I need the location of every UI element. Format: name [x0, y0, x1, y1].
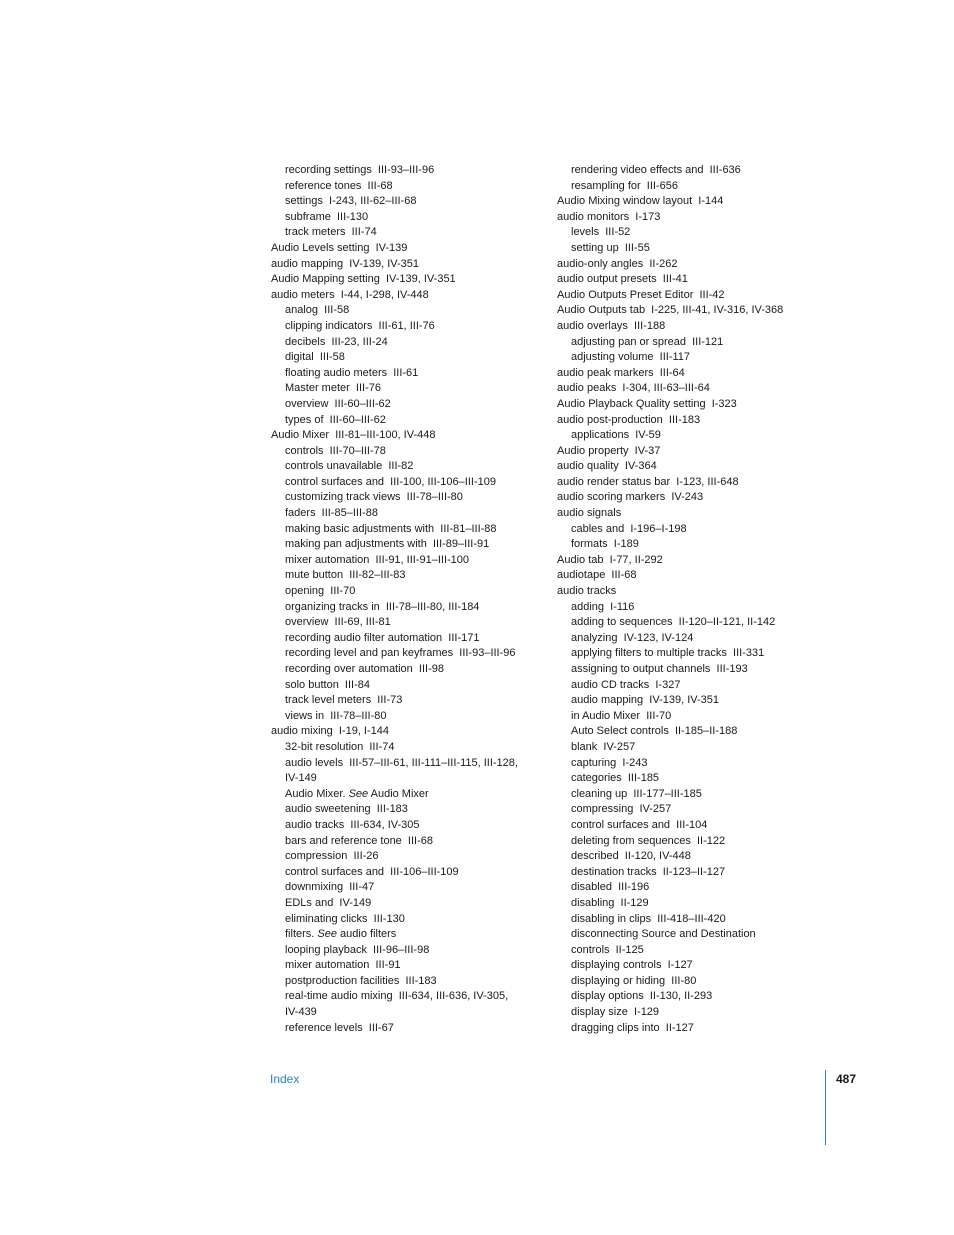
index-subentry: adding I-116 — [571, 600, 635, 613]
index-subentry: bars and reference tone III-68 — [285, 834, 433, 847]
index-subentry: compressing IV-257 — [571, 803, 672, 816]
index-subentry: levels III-52 — [571, 226, 631, 239]
index-entry: audio render status bar I-123, III-648 — [557, 475, 739, 488]
index-subentry: blank IV-257 — [571, 740, 636, 753]
index-subentry: settings I-243, III-62–III-68 — [285, 195, 417, 208]
index-subentry: analog III-58 — [285, 304, 350, 317]
index-subentry: recording audio filter automation III-171 — [285, 631, 480, 644]
index-subentry: recording level and pan keyframes III-93–III-96 — [285, 647, 516, 660]
index-entry: audio peak markers III-64 — [557, 366, 685, 379]
index-subentry: reference tones III-68 — [285, 179, 393, 192]
index-subentry: controls III-70–III-78 — [285, 444, 386, 457]
index-subentry: Master meter III-76 — [285, 382, 381, 395]
index-subentry: 32-bit resolution III-74 — [285, 740, 395, 753]
index-subentry: audio levels III-57–III-61, III-111–III-115, III-128, — [285, 756, 518, 769]
index-subentry: making basic adjustments with III-81–III-88 — [285, 522, 497, 535]
index-subentry: assigning to output channels III-193 — [571, 663, 748, 675]
index-entry: audio tracks — [557, 585, 617, 598]
index-subentry: disconnecting Source and Destination — [571, 928, 756, 941]
index-subentry: recording settings III-93–III-96 — [285, 164, 435, 176]
index-subentry: real-time audio mixing III-634, III-636, IV-305, — [285, 990, 509, 1003]
index-subentry: rendering video effects and III-636 — [571, 164, 741, 176]
index-subentry: views in III-78–III-80 — [285, 709, 387, 722]
index-subentry: setting up III-55 — [571, 241, 650, 254]
index-subentry: adjusting pan or spread III-121 — [571, 335, 724, 348]
index-subentry: organizing tracks in III-78–III-80, III-184 — [285, 600, 480, 613]
index-subentry: described II-120, IV-448 — [571, 850, 691, 863]
index-entry: audio signals — [557, 507, 622, 520]
index-entry: audio-only angles II-262 — [557, 257, 678, 270]
index-subentry: audio CD tracks I-327 — [571, 678, 681, 691]
index-entry: audio quality IV-364 — [557, 460, 657, 473]
index-entry: Audio Outputs tab I-225, III-41, IV-316, IV-368 — [557, 304, 784, 317]
index-subentry: dragging clips into II-127 — [571, 1021, 694, 1034]
index-subentry: solo button III-84 — [285, 678, 370, 691]
index-entry: Audio property IV-37 — [557, 444, 661, 457]
index-entry: Audio Mapping setting IV-139, IV-351 — [271, 273, 456, 286]
index-entry: Audio Playback Quality setting I-323 — [557, 397, 737, 410]
index-subentry: applying filters to multiple tracks III-331 — [571, 647, 765, 660]
index-subentry: deleting from sequences II-122 — [571, 834, 726, 847]
index-subentry: applications IV-59 — [571, 429, 661, 442]
index-subentry: subframe III-130 — [285, 210, 369, 223]
index-subentry: filters. See audio filters — [285, 928, 397, 941]
index-subentry: mixer automation III-91 — [285, 959, 401, 972]
index-subentry: eliminating clicks III-130 — [285, 912, 405, 925]
index-subentry: recording over automation III-98 — [285, 663, 444, 675]
index-subentry: making pan adjustments with III-89–III-91 — [285, 538, 490, 551]
index-subentry: display size I-129 — [571, 1006, 660, 1019]
index-subentry: displaying controls I-127 — [571, 959, 693, 972]
index-subentry: disabling in clips III-418–III-420 — [571, 912, 726, 925]
index-entry: audio output presets III-41 — [557, 273, 688, 286]
index-subentry: types of III-60–III-62 — [285, 413, 386, 426]
index-subentry: overview III-60–III-62 — [285, 397, 391, 410]
index-subentry: compression III-26 — [285, 850, 379, 863]
index-subentry: Audio Mixer. See Audio Mixer — [285, 787, 429, 800]
index-subentry: in Audio Mixer III-70 — [571, 709, 672, 722]
index-subentry: audio tracks III-634, IV-305 — [285, 818, 420, 831]
index-entry: audio scoring markers IV-243 — [557, 491, 704, 504]
index-subentry: adjusting volume III-117 — [571, 351, 691, 364]
index-subentry: control surfaces and III-106–III-109 — [285, 865, 459, 878]
index-entry: audio mixing I-19, I-144 — [271, 725, 390, 738]
index-entry: Audio tab I-77, II-292 — [557, 553, 663, 566]
index-right-column — [557, 163, 847, 1036]
index-entry: audio mapping IV-139, IV-351 — [271, 257, 419, 270]
index-subentry: adding to sequences II-120–II-121, II-142 — [571, 616, 776, 629]
index-subentry: capturing I-243 — [571, 756, 648, 769]
index-subentry: disabled III-196 — [571, 881, 650, 894]
index-entry: Audio Outputs Preset Editor III-42 — [557, 288, 725, 301]
index-entry: audio overlays III-188 — [557, 319, 666, 332]
index-subentry: IV-149 — [285, 772, 317, 785]
index-subentry: cables and I-196–I-198 — [571, 522, 687, 535]
index-entry: audiotape III-68 — [557, 569, 637, 582]
index-entry: Audio Mixer III-81–III-100, IV-448 — [271, 429, 436, 442]
index-subentry: track level meters III-73 — [285, 694, 403, 707]
index-left-column — [271, 163, 541, 1036]
index-subentry: mixer automation III-91, III-91–III-100 — [285, 553, 470, 566]
index-subentry: opening III-70 — [285, 585, 356, 598]
index-subentry: categories III-185 — [571, 772, 660, 785]
footer-divider — [825, 1070, 826, 1145]
index-subentry: track meters III-74 — [285, 226, 377, 239]
index-subentry: IV-439 — [285, 1006, 317, 1019]
index-subentry: Auto Select controls II-185–II-188 — [571, 725, 738, 738]
section-label: Index — [270, 1072, 300, 1086]
index-entry: audio post-production III-183 — [557, 413, 701, 426]
index-subentry: reference levels III-67 — [285, 1021, 394, 1034]
index-subentry: mute button III-82–III-83 — [285, 569, 406, 582]
page-number: 487 — [835, 1072, 856, 1086]
index-subentry: customizing track views III-78–III-80 — [285, 491, 463, 504]
index-subentry: formats I-189 — [571, 538, 639, 551]
index-subentry: control surfaces and III-100, III-106–III-109 — [285, 475, 496, 488]
index-entry: Audio Levels setting IV-139 — [271, 241, 408, 254]
index-subentry: faders III-85–III-88 — [285, 507, 378, 520]
index-subentry: controls unavailable III-82 — [285, 460, 414, 473]
index-subentry: displaying or hiding III-80 — [571, 974, 697, 987]
index-subentry: controls II-125 — [571, 943, 644, 956]
index-subentry: audio mapping IV-139, IV-351 — [571, 694, 719, 707]
index-entry: audio monitors I-173 — [557, 210, 661, 223]
index-subentry: audio sweetening III-183 — [285, 803, 408, 816]
index-subentry: cleaning up III-177–III-185 — [571, 787, 702, 800]
index-subentry: downmixing III-47 — [285, 881, 375, 894]
index-subentry: overview III-69, III-81 — [285, 616, 391, 629]
index-subentry: display options II-130, II-293 — [571, 990, 713, 1003]
index-subentry: EDLs and IV-149 — [285, 896, 372, 909]
index-subentry: floating audio meters III-61 — [285, 366, 419, 379]
index-subentry: clipping indicators III-61, III-76 — [285, 319, 435, 332]
index-subentry: destination tracks II-123–II-127 — [571, 865, 726, 878]
index-subentry: analyzing IV-123, IV-124 — [571, 631, 694, 644]
index-subentry: postproduction facilities III-183 — [285, 974, 437, 987]
index-subentry: digital III-58 — [285, 351, 345, 364]
index-entry: audio meters I-44, I-298, IV-448 — [271, 288, 429, 301]
index-subentry: decibels III-23, III-24 — [285, 335, 388, 348]
index-subentry: disabling II-129 — [571, 896, 649, 909]
index-subentry: control surfaces and III-104 — [571, 818, 708, 831]
index-entry: Audio Mixing window layout I-144 — [557, 195, 724, 208]
index-subentry: resampling for III-656 — [571, 179, 678, 192]
index-subentry: looping playback III-96–III-98 — [285, 943, 430, 956]
index-entry: audio peaks I-304, III-63–III-64 — [557, 382, 710, 395]
